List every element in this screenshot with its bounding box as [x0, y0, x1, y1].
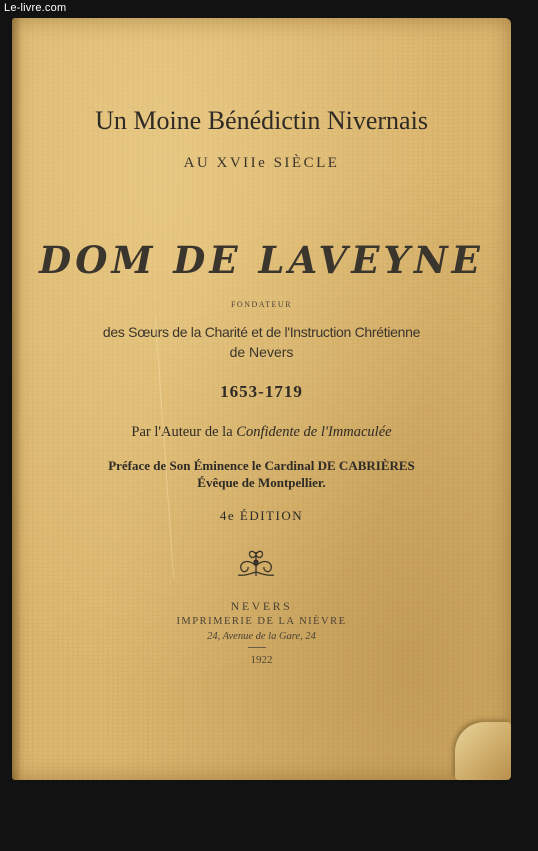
dog-eared-corner — [455, 722, 511, 780]
cover-address: 24, Avenue de la Gare, 24 — [207, 631, 316, 642]
cover-description-line2: de Nevers — [229, 344, 294, 360]
cover-title-line2: AU XVIIe SIÈCLE — [183, 155, 340, 171]
spine-shadow — [12, 18, 22, 780]
cover-preface-line2: Évêque de Montpellier. — [197, 475, 326, 490]
watermark-text: Le-livre.com — [4, 2, 67, 14]
cover-author-work: Confidente de l'Immaculée — [236, 424, 392, 440]
cover-edition: 4e ÉDITION — [219, 508, 304, 523]
cover-author-prefix: Par l'Auteur de la — [131, 424, 233, 440]
cover-author-line — [12, 424, 511, 441]
cover-description-line1: des Sœurs de la Charité et de l'Instruction Chrétienne — [102, 324, 421, 340]
cover-fondateur-label: FONDATEUR — [230, 300, 293, 309]
cover-dates: 1653-1719 — [220, 382, 303, 401]
cover-city: NEVERS — [230, 599, 293, 613]
cover-printer: IMPRIMERIE DE LA NIÈVRE — [176, 616, 347, 627]
cover-main-title: DOM DE LAVEYNE — [39, 238, 484, 282]
cover-divider — [248, 647, 266, 648]
book-cover — [12, 18, 511, 780]
cover-year: 1922 — [250, 654, 273, 666]
fleuron-ornament-icon — [234, 546, 278, 580]
cover-title-line1: Un Moine Bénédictin Nivernais — [95, 106, 428, 135]
cover-preface-line1: Préface de Son Éminence le Cardinal DE CABRIÈRES — [108, 458, 415, 473]
